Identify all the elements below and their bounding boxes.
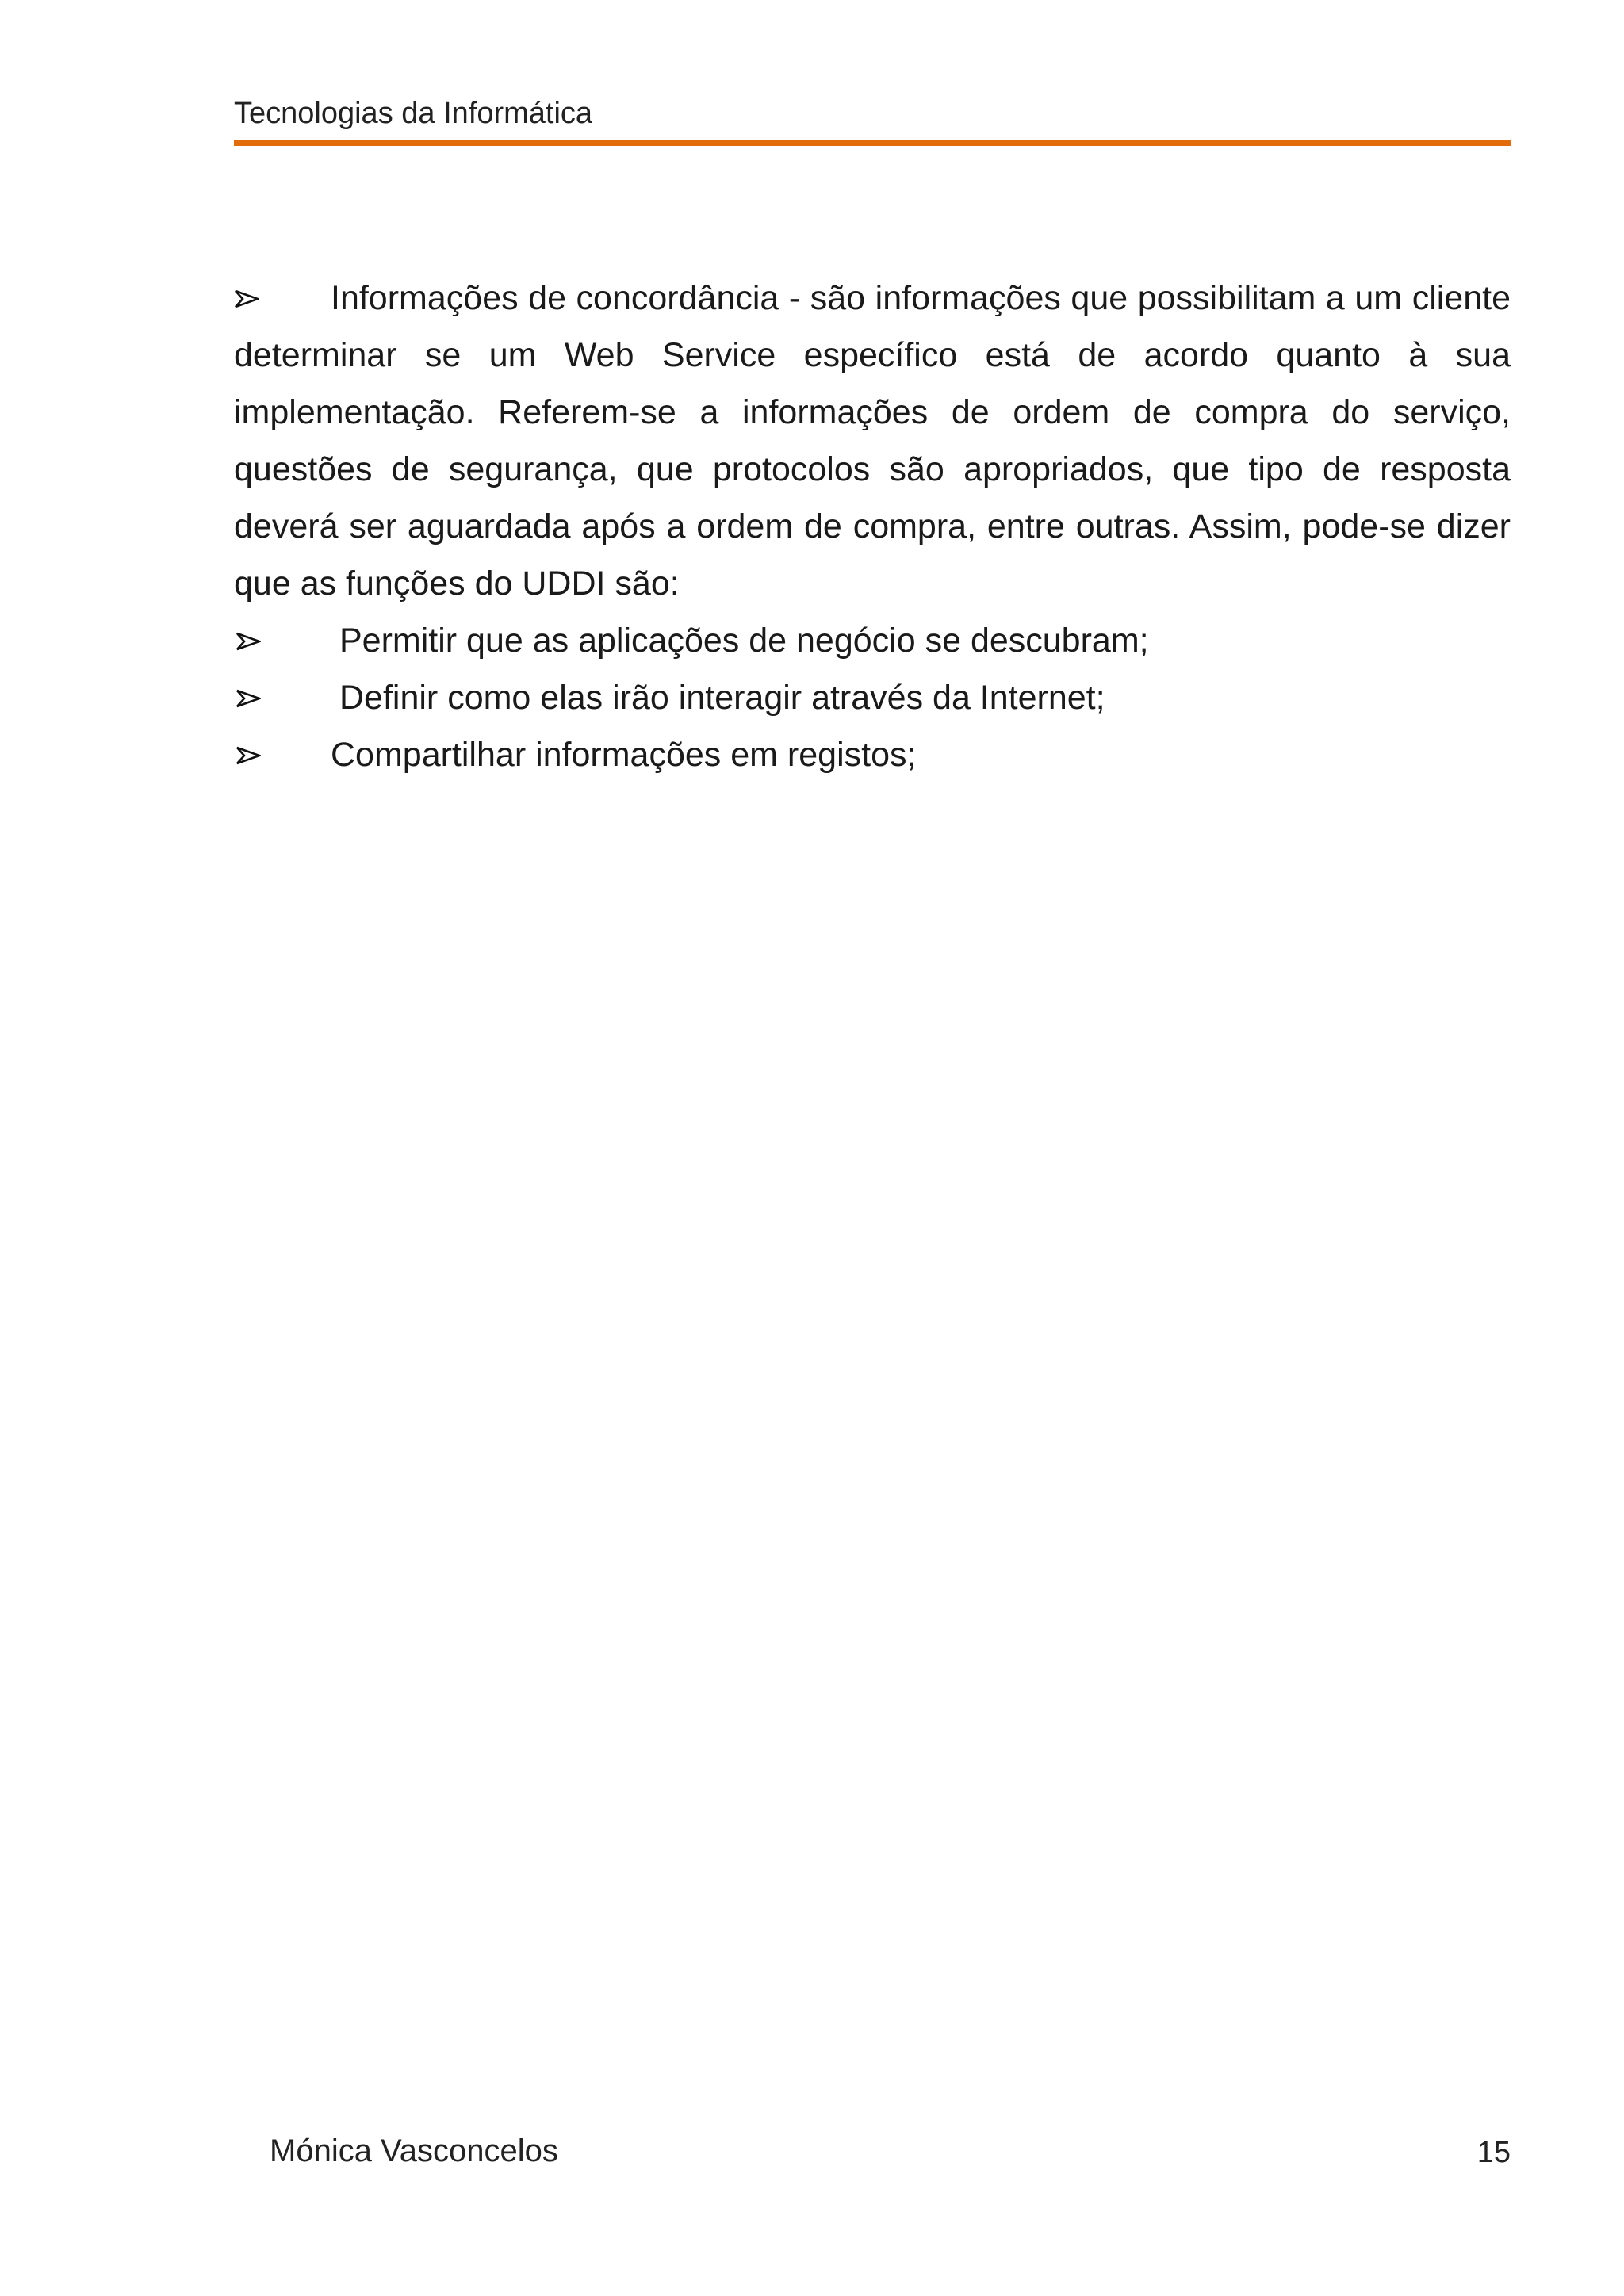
list-item-text: Compartilhar informações em registos; — [331, 736, 917, 774]
page-header-title: Tecnologias da Informática — [234, 97, 593, 130]
list-item — [234, 726, 1511, 783]
arrow-bullet-icon — [236, 745, 261, 766]
list-item — [234, 669, 1511, 726]
list-item-text: Definir como elas irão interagir através da Internet; — [339, 679, 1105, 717]
header-rule — [234, 140, 1511, 146]
footer-author: Mónica Vasconcelos — [270, 2133, 558, 2168]
arrow-bullet-icon — [234, 289, 259, 309]
paragraph-bullet — [234, 270, 331, 327]
document-body — [234, 270, 1511, 783]
page-number: 15 — [1477, 2136, 1511, 2169]
arrow-bullet-icon — [236, 631, 261, 652]
paragraph-text: Informações de concordância - são informações que possibilitam a um cliente determinar se um Web Service específico está de acordo quanto à sua implementação. Referem-se a informações de ordem de compra do serviço, questões de segurança, que protocolos são apropriados, que tipo de resposta deverá ser aguardada após a ordem de compra, entre outras. Assim, pode-se dizer que as funções do UDDI são: — [234, 279, 1511, 603]
list-item — [234, 612, 1511, 669]
arrow-bullet-icon — [236, 688, 261, 709]
list-item-text: Permitir que as aplicações de negócio se descubram; — [339, 622, 1149, 660]
concordance-paragraph — [234, 270, 1511, 612]
